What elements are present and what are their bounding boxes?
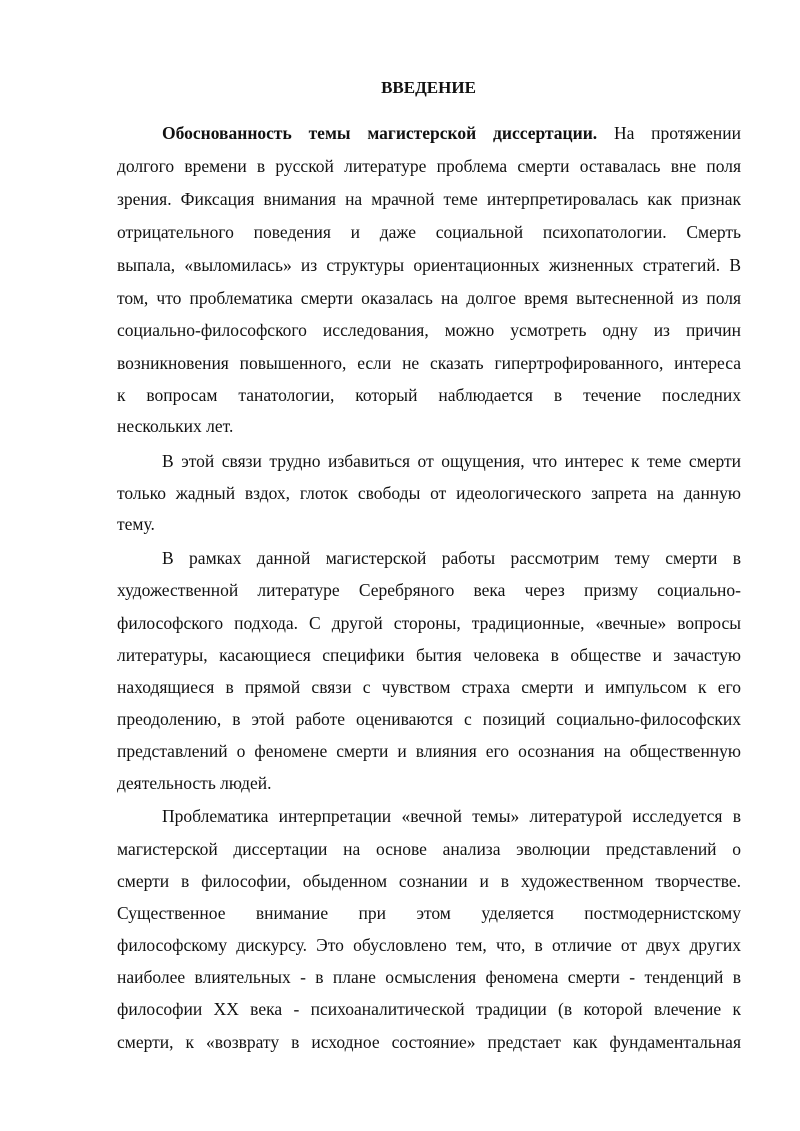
paragraph-line: В этой связи трудно избавиться от ощущения, что интерес к теме смерти bbox=[162, 451, 741, 471]
paragraph-line: тему. bbox=[117, 514, 155, 534]
bold-lead: Обоснованность темы магистерской диссертации. bbox=[162, 123, 598, 143]
paragraph-line: том, что проблематика смерти оказалась на долгое время вытесненной из поля bbox=[117, 288, 741, 308]
paragraph-line: художественной литературе Серебряного века через призму социально- bbox=[117, 580, 741, 600]
paragraph-line: преодолению, в этой работе оцениваются с позиций социально-философских bbox=[117, 709, 741, 729]
paragraph-line: смерти, к «возврату в исходное состояние» предстает как фундаментальная bbox=[117, 1032, 741, 1052]
paragraph-line: Проблематика интерпретации «вечной темы» литературой исследуется в bbox=[162, 806, 741, 826]
paragraph-line: выпала, «выломилась» из структуры ориентационных жизненных стратегий. В bbox=[117, 255, 741, 275]
paragraph-line: магистерской диссертации на основе анализа эволюции представлений о bbox=[117, 839, 741, 859]
paragraph-line bbox=[162, 121, 741, 145]
paragraph-line: В рамках данной магистерской работы рассмотрим тему смерти в bbox=[162, 548, 741, 568]
paragraph-line: к вопросам танатологии, который наблюдается в течение последних bbox=[117, 385, 741, 405]
paragraph-line: возникновения повышенного, если не сказать гипертрофированного, интереса bbox=[117, 353, 741, 373]
paragraph-line: литературы, касающиеся специфики бытия человека в обществе и зачастую bbox=[117, 645, 741, 665]
paragraph-line: деятельность людей. bbox=[117, 773, 272, 793]
paragraph-line: социально-философского исследования, можно усмотреть одну из причин bbox=[117, 320, 741, 340]
paragraph-line: находящиеся в прямой связи с чувством страха смерти и импульсом к его bbox=[117, 677, 741, 697]
paragraph-line: Существенное внимание при этом уделяется постмодернистскому bbox=[117, 903, 741, 923]
paragraph-line: долгого времени в русской литературе проблема смерти оставалась вне поля bbox=[117, 156, 741, 176]
paragraph-line: смерти в философии, обыденном сознании и в художественном творчестве. bbox=[117, 871, 741, 891]
paragraph-line: наиболее влиятельных - в плане осмысления феномена смерти - тенденций в bbox=[117, 967, 741, 987]
paragraph-line: только жадный вздох, глоток свободы от идеологического запрета на данную bbox=[117, 483, 741, 503]
paragraph-line: философскому дискурсу. Это обусловлено тем, что, в отличие от двух других bbox=[117, 935, 741, 955]
paragraph-line: отрицательного поведения и даже социальной психопатологии. Смерть bbox=[117, 222, 741, 242]
paragraph-line: нескольких лет. bbox=[117, 416, 234, 436]
paragraph-line: представлений о феномене смерти и влияния его осознания на общественную bbox=[117, 741, 741, 761]
paragraph-line: философии XX века - психоаналитической традиции (в которой влечение к bbox=[117, 999, 741, 1019]
paragraph-line: философского подхода. С другой стороны, традиционные, «вечные» вопросы bbox=[117, 613, 741, 633]
paragraph-line: зрения. Фиксация внимания на мрачной теме интерпретировалась как признак bbox=[117, 189, 741, 209]
line-text: На протяжении bbox=[597, 123, 742, 143]
section-heading: ВВЕДЕНИЕ bbox=[381, 78, 476, 97]
